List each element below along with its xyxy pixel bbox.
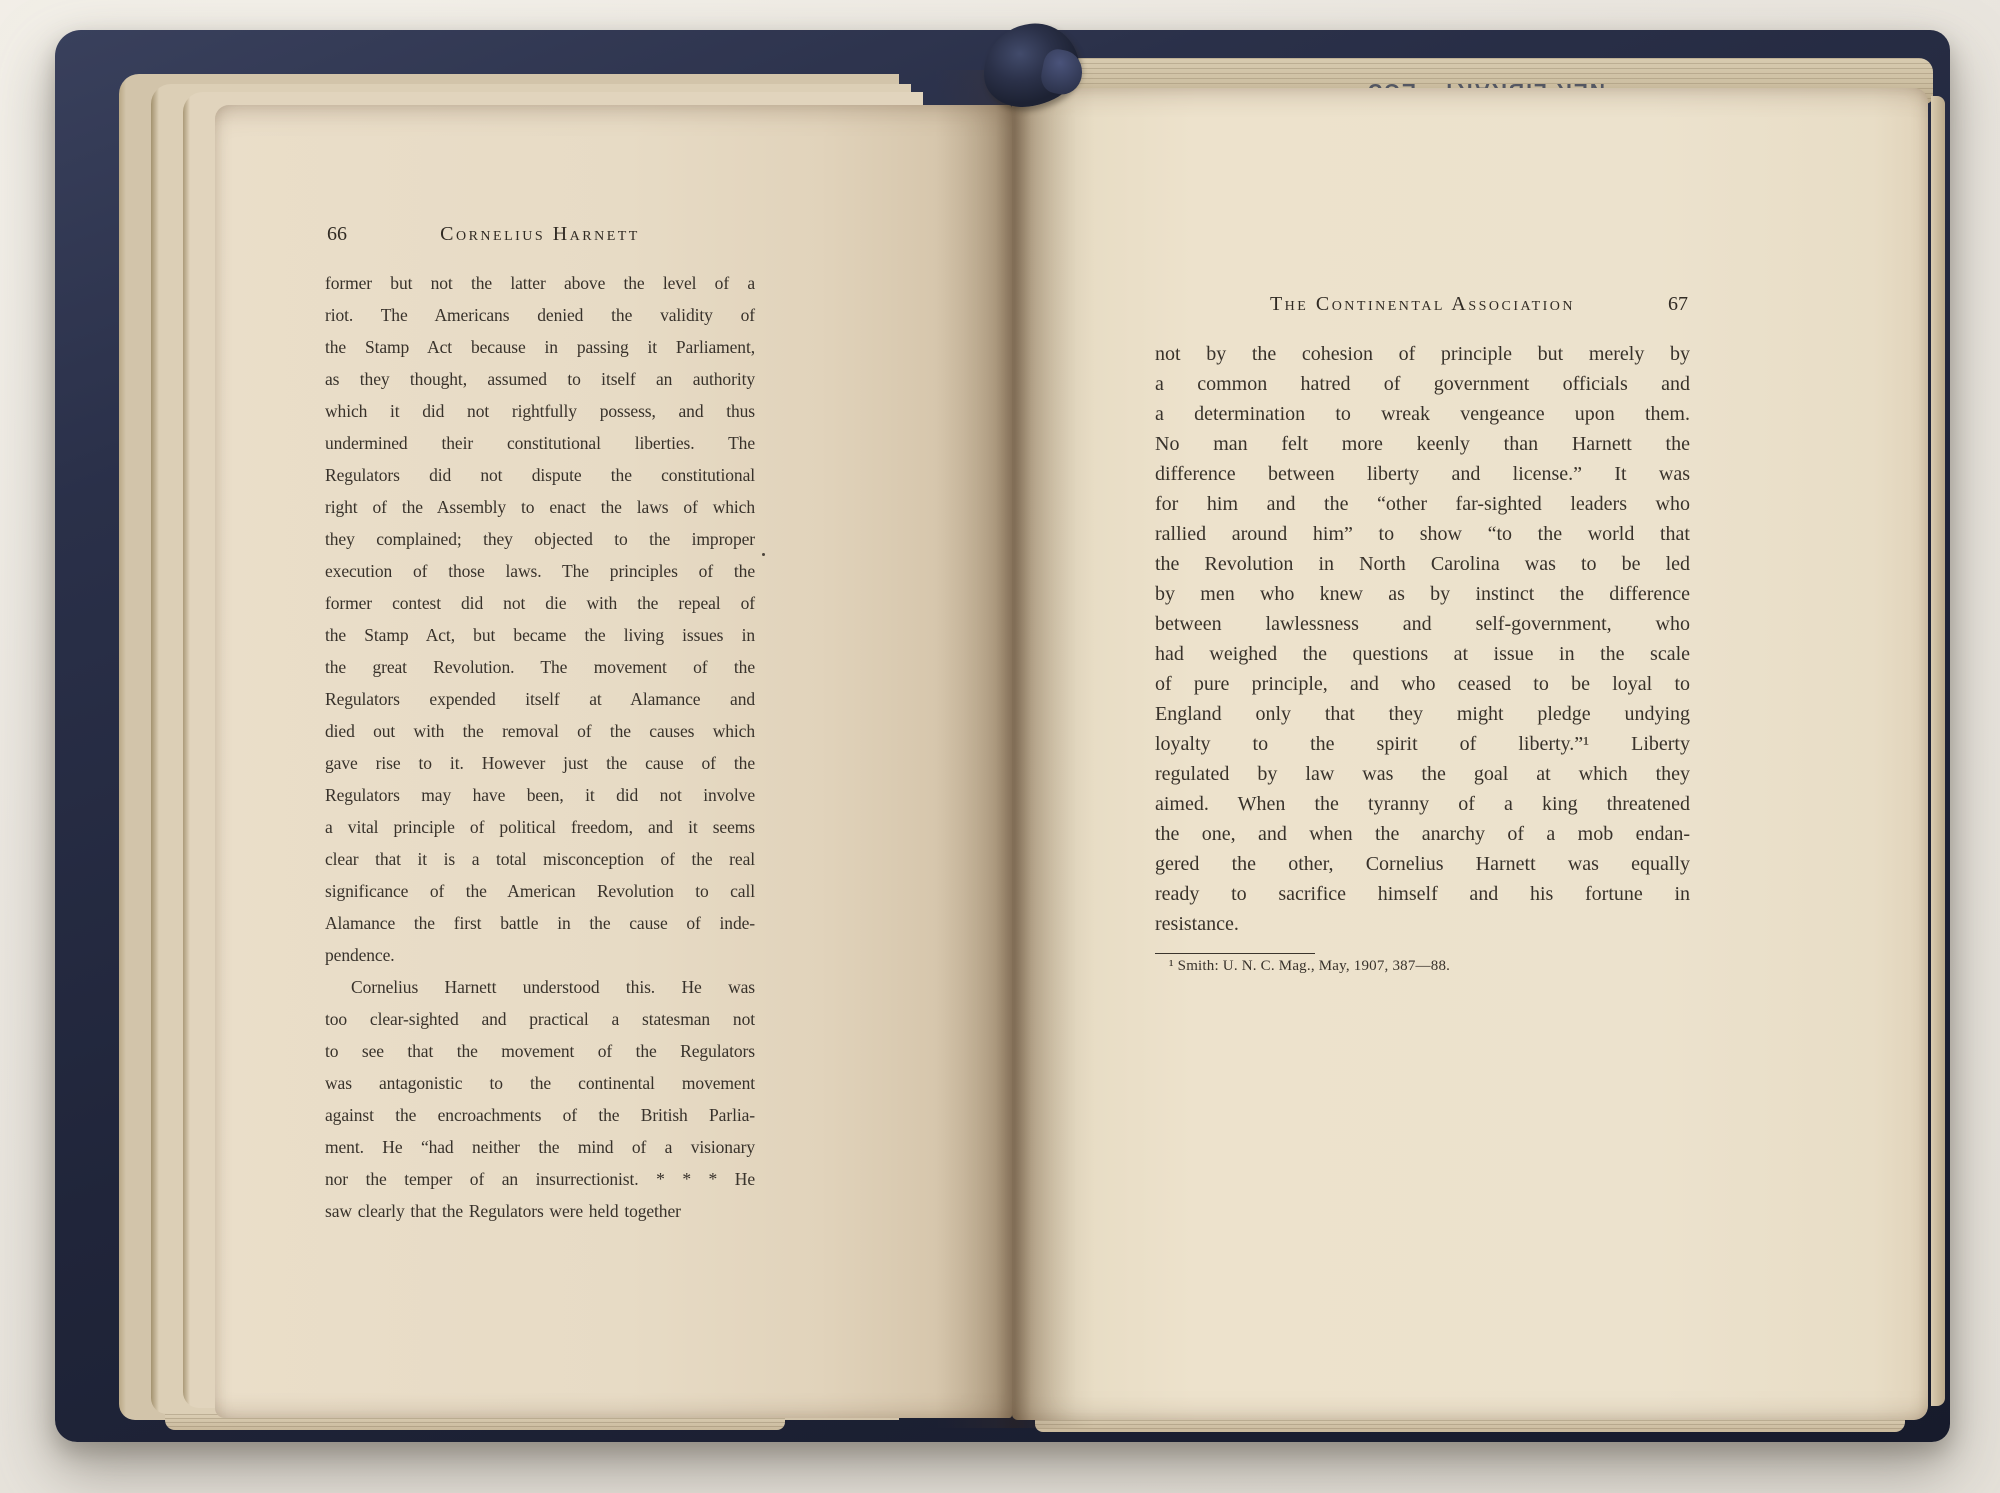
- text-line: died out with the removal of the causes which: [325, 721, 755, 741]
- left-page-number: 66: [327, 223, 347, 245]
- text-line: regulated by law was the goal at which they: [1155, 763, 1690, 785]
- text-line: undermined their constitutional liberties. The: [325, 433, 755, 453]
- text-line: loyalty to the spirit of liberty.”¹ Liberty: [1155, 733, 1690, 755]
- text-line: clear that it is a total misconception of the real: [325, 849, 755, 869]
- text-line: riot. The Americans denied the validity of: [325, 305, 755, 325]
- right-page-under-edge: [1931, 96, 1945, 1406]
- text-line: to see that the movement of the Regulators: [325, 1041, 755, 1061]
- right-text-block: [1155, 293, 1690, 975]
- text-line: ready to sacrifice himself and his fortune in: [1155, 883, 1690, 905]
- text-line: between lawlessness and self-government, who: [1155, 613, 1690, 635]
- text-line: Regulators expended itself at Alamance and: [325, 689, 755, 709]
- text-line: right of the Assembly to enact the laws of which: [325, 497, 755, 517]
- text-line: a vital principle of political freedom, and it seems: [325, 817, 755, 837]
- text-line: pendence.: [325, 945, 395, 965]
- left-page-header: [325, 223, 755, 269]
- footnote-rule: [1155, 953, 1315, 954]
- text-line: execution of those laws. The principles of the: [325, 561, 755, 581]
- left-page-body: [325, 267, 755, 1227]
- text-line: Cornelius Harnett understood this. He was: [351, 977, 755, 997]
- left-text-block: [325, 223, 755, 1227]
- right-page: [1012, 88, 1928, 1420]
- right-page-number: 67: [1668, 293, 1688, 315]
- text-line: Alamance the first battle in the cause of inde-: [325, 913, 755, 933]
- text-line: the Stamp Act because in passing it Parliament,: [325, 337, 755, 357]
- book-cover: [55, 30, 1950, 1442]
- text-line: the great Revolution. The movement of the: [325, 657, 755, 677]
- text-line: not by the cohesion of principle but merely by: [1155, 343, 1690, 365]
- text-line: former but not the latter above the level of a: [325, 273, 755, 293]
- text-line: rallied around him” to show “to the world that: [1155, 523, 1690, 545]
- ink-speck: [762, 553, 765, 556]
- text-line: Regulators did not dispute the constitutional: [325, 465, 755, 485]
- text-line: the one, and when the anarchy of a mob endan-: [1155, 823, 1690, 845]
- right-page-header: [1155, 293, 1690, 339]
- text-line: as they thought, assumed to itself an authority: [325, 369, 755, 389]
- text-line: was antagonistic to the continental movement: [325, 1073, 755, 1093]
- text-line: resistance.: [1155, 913, 1239, 935]
- text-line: a common hatred of government officials and: [1155, 373, 1690, 395]
- text-line: had weighed the questions at issue in the scale: [1155, 643, 1690, 665]
- left-page: [215, 105, 1012, 1418]
- text-line: aimed. When the tyranny of a king threatened: [1155, 793, 1690, 815]
- text-line: England only that they might pledge undying: [1155, 703, 1690, 725]
- left-running-title: Cornelius Harnett: [440, 223, 640, 245]
- text-line: No man felt more keenly than Harnett the: [1155, 433, 1690, 455]
- text-line: ment. He “had neither the mind of a visionary: [325, 1137, 755, 1157]
- text-line: for him and the “other far-sighted leaders who: [1155, 493, 1690, 515]
- text-line: former contest did not die with the repeal of: [325, 593, 755, 613]
- footnote: ¹ Smith: U. N. C. Mag., May, 1907, 387—88.: [1169, 958, 1451, 974]
- text-line: gered the other, Cornelius Harnett was equally: [1155, 853, 1690, 875]
- text-line: difference between liberty and license.” It was: [1155, 463, 1690, 485]
- text-line: by men who knew as by instinct the difference: [1155, 583, 1690, 605]
- text-line: saw clearly that the Regulators were held together: [325, 1201, 681, 1221]
- text-line: too clear-sighted and practical a statesman not: [325, 1009, 755, 1029]
- text-line: the Revolution in North Carolina was to be led: [1155, 553, 1690, 575]
- text-line: nor the temper of an insurrectionist. * * * He: [325, 1169, 755, 1189]
- text-line: they complained; they objected to the improper: [325, 529, 755, 549]
- right-page-body: [1155, 339, 1690, 939]
- text-line: gave rise to it. However just the cause of the: [325, 753, 755, 773]
- text-line: against the encroachments of the British Parlia-: [325, 1105, 755, 1125]
- text-line: significance of the American Revolution to call: [325, 881, 755, 901]
- text-line: which it did not rightfully possess, and thus: [325, 401, 755, 421]
- right-running-title: The Continental Association: [1269, 293, 1576, 315]
- text-line: the Stamp Act, but became the living issues in: [325, 625, 755, 645]
- text-line: Regulators may have been, it did not involve: [325, 785, 755, 805]
- text-line: a determination to wreak vengeance upon them.: [1155, 403, 1690, 425]
- text-line: of pure principle, and who ceased to be loyal to: [1155, 673, 1690, 695]
